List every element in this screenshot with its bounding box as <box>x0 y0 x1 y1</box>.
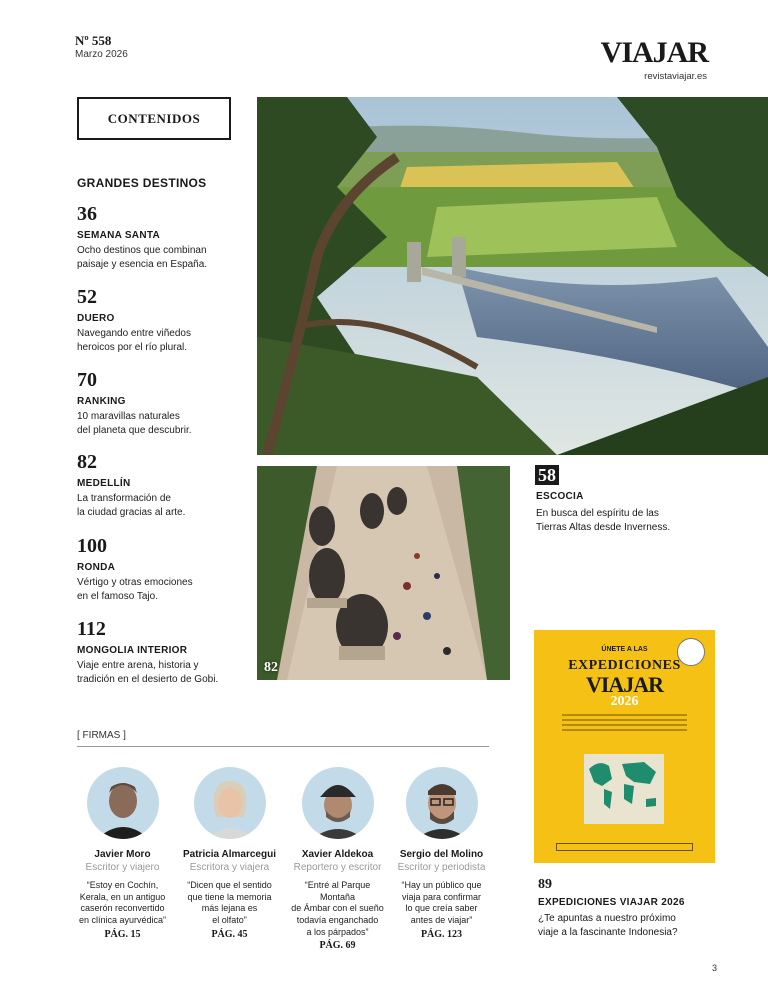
entry-page: 36 <box>77 203 97 225</box>
plaza-illustration <box>257 466 510 680</box>
entry-title: MEDELLÍN <box>77 478 131 489</box>
author-card[interactable] <box>177 767 282 940</box>
toc-entry[interactable] <box>77 287 252 355</box>
issue-number: Nº 558 <box>75 33 112 48</box>
author-name: Xavier Aldekoa <box>301 849 374 860</box>
contents-heading: CONTENIDOS <box>77 97 231 140</box>
page-number: 3 <box>712 963 718 973</box>
avatar <box>87 767 159 839</box>
toc-entry[interactable] <box>77 452 252 520</box>
entry-page: 100 <box>77 535 107 557</box>
entry-description: La transformación de la ciudad gracias al arte. <box>77 493 186 518</box>
cover-headline: EXPEDICIONES <box>568 658 681 673</box>
expediciones-page: 89 <box>538 877 552 892</box>
medellin-photo[interactable] <box>257 466 510 680</box>
author-card[interactable] <box>389 767 494 940</box>
magazine-logo: VIAJAR <box>600 36 708 69</box>
avatar <box>194 767 266 839</box>
author-role: Escritora y viajera <box>189 862 270 873</box>
avatar <box>302 767 374 839</box>
entry-description: 10 maravillas naturales del planeta que descubrir. <box>77 411 192 436</box>
author-quote: “Hay un público que viaja para confirmar lo que creía saber antes de viajar” <box>401 880 482 926</box>
entry-title: SEMANA SANTA <box>77 230 161 241</box>
author-quote: “Dicen que el sentido que tiene la memoria más lejana es el olfato” <box>187 880 272 926</box>
author-role: Escritor y periodista <box>397 862 486 873</box>
cover-kicker: ÚNETE A LAS <box>601 646 648 653</box>
escocia-description: En busca del espíritu de las Tierras Altas desde Inverness. <box>536 508 671 533</box>
author-page: PÁG. 123 <box>420 928 463 940</box>
firmas-heading: [ FIRMAS ] <box>77 730 126 741</box>
photo-page-label: 82 <box>264 660 278 675</box>
toc-entry[interactable] <box>77 536 252 604</box>
author-role: Reportero y escritor <box>293 862 382 873</box>
cover-body-text <box>562 714 687 744</box>
expediciones-cover[interactable] <box>534 630 715 863</box>
expediciones-title: EXPEDICIONES VIAJAR 2026 <box>538 897 685 908</box>
toc-entry[interactable] <box>77 370 252 438</box>
section-heading: GRANDES DESTINOS <box>77 176 207 190</box>
author-name: Sergio del Molino <box>399 849 484 860</box>
author-quote: “Entré al Parque Montaña de Ámbar con el sueño todavía enganchado a los párpados” <box>291 880 384 937</box>
escocia-title: ESCOCIA <box>536 491 584 502</box>
entry-description: Vértigo y otras emociones en el famoso Tajo. <box>77 577 193 602</box>
cover-year: 2026 <box>610 694 639 709</box>
author-name: Javier Moro <box>94 849 151 860</box>
author-card[interactable] <box>285 767 390 951</box>
author-quote: “Estoy en Cochín, Kerala, en un antiguo caserón reconvertido en clínica ayurvédica” <box>78 880 167 926</box>
author-role: Escritor y viajero <box>85 862 160 873</box>
entry-title: RANKING <box>77 396 126 407</box>
entry-description: Ocho destinos que combinan paisaje y esencia en España. <box>77 245 208 270</box>
entry-title: MONGOLIA INTERIOR <box>77 645 188 656</box>
website: revistaviajar.es <box>644 71 707 82</box>
toc-entry[interactable] <box>77 619 252 687</box>
author-page: PÁG. 15 <box>104 928 141 940</box>
cover-logo: VIAJAR <box>585 672 664 697</box>
divider <box>77 746 489 747</box>
entry-page: 70 <box>77 369 97 391</box>
author-name: Patricia Almarcegui <box>182 849 276 860</box>
entry-description: Navegando entre viñedos heroicos por el río plural. <box>77 328 191 353</box>
escocia-photo[interactable] <box>257 97 768 455</box>
author-page: PÁG. 45 <box>211 928 248 940</box>
toc-entry[interactable] <box>77 204 252 272</box>
author-card[interactable] <box>70 767 175 940</box>
avatar <box>406 767 478 839</box>
entry-page: 112 <box>77 618 106 640</box>
cover-footer-bar <box>556 843 693 851</box>
world-map-icon <box>584 754 664 824</box>
expediciones-description: ¿Te apuntas a nuestro próximo viaje a la fascinante Indonesia? <box>538 913 678 938</box>
entry-title: RONDA <box>77 562 116 573</box>
landscape-illustration <box>257 97 768 455</box>
entry-title: DUERO <box>77 313 115 324</box>
entry-page: 52 <box>77 286 97 308</box>
entry-description: Viaje entre arena, historia y tradición en el desierto de Gobi. <box>77 660 219 685</box>
author-page: PÁG. 69 <box>319 940 356 952</box>
issue-date: Marzo 2026 <box>75 49 128 60</box>
escocia-page: 58 <box>535 465 559 485</box>
entry-page: 82 <box>77 451 97 473</box>
